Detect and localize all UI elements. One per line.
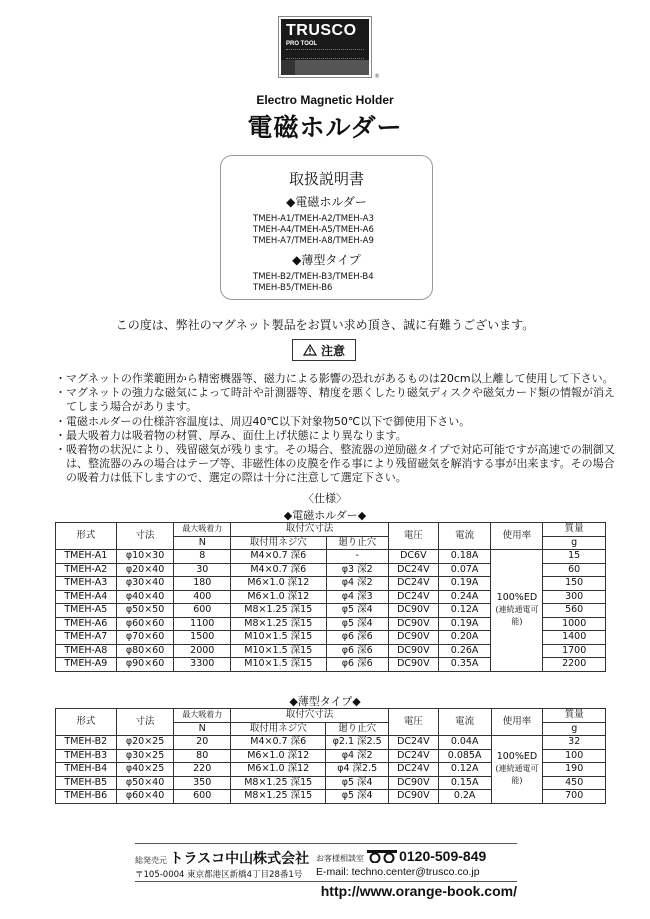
note-item: ・マグネットの作業範囲から精密機器等、磁力による影響の恐れがあるものは20cm以上離して使用して下さい。 bbox=[55, 372, 614, 385]
unit-mass: g bbox=[543, 722, 606, 736]
footer-divider bbox=[135, 881, 517, 882]
header-row bbox=[56, 709, 606, 723]
cell: 0.085A bbox=[438, 749, 491, 763]
doc-title: 取扱説明書 bbox=[288, 170, 364, 188]
cell: 0.19A bbox=[438, 577, 491, 591]
cell: TMEH-A3 bbox=[56, 577, 117, 591]
address: 〒105-0004 東京都港区新橋4丁目28番1号 bbox=[135, 870, 303, 880]
table-row bbox=[56, 550, 606, 564]
cell: 0.26A bbox=[438, 644, 491, 658]
note-item: ・吸着物の状況により、残留磁気が残ります。その場合、整流器の逆励磁タイプで対応可能ですが高速での制御又は、整流器のみの場合はテープ等、非磁性体の皮膜を作る事により残留磁気を解消する事が出来ます。その場合の吸着力は低下しますので、選定の際は十分に注意して選定下さい。 bbox=[55, 443, 615, 485]
support bbox=[316, 848, 486, 864]
header-row bbox=[56, 523, 606, 537]
cell: M8×1.25 深15 bbox=[231, 790, 326, 804]
cell: M8×1.25 深15 bbox=[231, 617, 326, 631]
col-screw: 取付用ネジ穴 bbox=[231, 722, 326, 736]
caution-label bbox=[292, 339, 356, 361]
duty-cell bbox=[491, 736, 543, 804]
col-force: 最大吸着力 bbox=[174, 709, 231, 723]
note-item: ・マグネットの強力な磁気によって時計や計測器等、精度を悪くしたり磁気ディスクや磁気カード類の情報が消えてしまう場合があります。 bbox=[55, 386, 616, 414]
cell: 700 bbox=[543, 790, 606, 804]
intro-text: この度は、弊社のマグネット製品をお買い求め頂き、誠に有難うございます。 bbox=[115, 318, 535, 332]
cell: TMEH-B3 bbox=[56, 749, 117, 763]
note-item: ・最大吸着力は吸着物の材質、厚み、面仕上げ状態により異なります。 bbox=[55, 428, 407, 442]
cell: φ70×60 bbox=[116, 631, 174, 645]
cell: DC24V bbox=[388, 577, 438, 591]
cell: DC24V bbox=[388, 590, 438, 604]
col-mass: 質量 bbox=[543, 709, 606, 723]
phone-number: 0120-509-849 bbox=[399, 848, 487, 864]
cell: DC90V bbox=[388, 644, 438, 658]
cell: TMEH-A2 bbox=[56, 563, 117, 577]
cell: M6×1.0 深12 bbox=[231, 763, 326, 777]
cell: φ60×40 bbox=[116, 790, 174, 804]
col-model: 形式 bbox=[56, 709, 117, 736]
col-mount: 取付穴寸法 bbox=[231, 709, 389, 723]
cell: φ40×40 bbox=[116, 590, 174, 604]
cell: 3300 bbox=[174, 658, 231, 672]
cell: 1000 bbox=[543, 617, 606, 631]
warning-triangle-icon bbox=[303, 344, 317, 356]
cell: DC90V bbox=[388, 631, 438, 645]
duty-note: (連続通電可能) bbox=[495, 764, 539, 786]
title-en: Electro Magnetic Holder bbox=[256, 93, 394, 107]
cell: 100 bbox=[543, 749, 606, 763]
cell: φ90×60 bbox=[116, 658, 174, 672]
cell: 30 bbox=[174, 563, 231, 577]
cell: φ5 深4 bbox=[326, 776, 389, 790]
duty-value: 100%ED bbox=[496, 751, 538, 763]
unit-force: N bbox=[174, 722, 231, 736]
duty-value: 100%ED bbox=[496, 592, 538, 604]
cell: φ40×25 bbox=[116, 763, 174, 777]
logo-bar bbox=[281, 60, 369, 75]
col-stop: 廻り止穴 bbox=[326, 536, 388, 550]
unit-force: N bbox=[174, 536, 231, 550]
website-link[interactable]: http://www.orange-book.com/ bbox=[320, 883, 517, 899]
cell: 400 bbox=[174, 590, 231, 604]
cell: φ6 深6 bbox=[326, 658, 388, 672]
logo-fine-print bbox=[286, 49, 364, 59]
cell: TMEH-A8 bbox=[56, 644, 117, 658]
cell: M4×0.7 深6 bbox=[231, 550, 326, 564]
cell: M6×1.0 深12 bbox=[231, 590, 326, 604]
cell: φ4 深2.5 bbox=[326, 763, 389, 777]
col-duty: 使用率 bbox=[491, 709, 543, 736]
cell: TMEH-A5 bbox=[56, 604, 117, 618]
col-stop: 廻り止穴 bbox=[326, 722, 389, 736]
cell: DC6V bbox=[388, 550, 438, 564]
spec-table-a bbox=[55, 522, 606, 672]
model-line: TMEH-B5/TMEH-B6 bbox=[253, 283, 333, 293]
notes-list bbox=[55, 372, 615, 486]
col-voltage: 電圧 bbox=[388, 709, 438, 736]
cell: φ2.1 深2.5 bbox=[326, 736, 389, 750]
cell: φ3 深2 bbox=[326, 563, 388, 577]
col-current: 電流 bbox=[438, 709, 491, 736]
col-size: 寸法 bbox=[116, 709, 174, 736]
cell: TMEH-A1 bbox=[56, 550, 117, 564]
cell: φ50×40 bbox=[116, 776, 174, 790]
group-b-heading: ◆薄型タイプ bbox=[292, 253, 361, 267]
company-name: トラスコ中山株式会社 bbox=[169, 851, 310, 867]
footer-divider bbox=[135, 843, 517, 844]
cell: φ80×60 bbox=[116, 644, 174, 658]
cell: DC24V bbox=[388, 563, 438, 577]
cell: φ5 深4 bbox=[326, 604, 388, 618]
cell: M10×1.5 深15 bbox=[231, 644, 326, 658]
cell: DC90V bbox=[388, 604, 438, 618]
cell: 2000 bbox=[174, 644, 231, 658]
cell: 600 bbox=[174, 604, 231, 618]
cell: φ4 深3 bbox=[326, 590, 388, 604]
cell: 80 bbox=[174, 749, 231, 763]
page-title: 電磁ホルダー bbox=[247, 113, 403, 142]
model-line: TMEH-A1/TMEH-A2/TMEH-A3 bbox=[253, 214, 374, 224]
cell: TMEH-A7 bbox=[56, 631, 117, 645]
cell: φ4 深2 bbox=[326, 577, 388, 591]
table-a-title: ◆電磁ホルダー◆ bbox=[283, 509, 367, 522]
col-size: 寸法 bbox=[116, 523, 174, 550]
cell: TMEH-B2 bbox=[56, 736, 117, 750]
cell: 0.18A bbox=[438, 550, 491, 564]
cell: M10×1.5 深15 bbox=[231, 658, 326, 672]
cell: 20 bbox=[174, 736, 231, 750]
cell: 220 bbox=[174, 763, 231, 777]
cell: φ10×30 bbox=[116, 550, 174, 564]
cell: φ5 深4 bbox=[326, 790, 389, 804]
cell: TMEH-B4 bbox=[56, 763, 117, 777]
cell: φ20×25 bbox=[116, 736, 174, 750]
col-duty: 使用率 bbox=[491, 523, 543, 550]
models-b bbox=[221, 272, 432, 294]
cell: 0.20A bbox=[438, 631, 491, 645]
cell: φ30×40 bbox=[116, 577, 174, 591]
cell: 600 bbox=[174, 790, 231, 804]
col-force: 最大吸着力 bbox=[174, 523, 231, 537]
cell: TMEH-A9 bbox=[56, 658, 117, 672]
cell: DC90V bbox=[388, 776, 438, 790]
col-mount: 取付穴寸法 bbox=[231, 523, 389, 537]
trusco-logo bbox=[278, 16, 372, 78]
cell: 0.24A bbox=[438, 590, 491, 604]
cell: 8 bbox=[174, 550, 231, 564]
cell: DC90V bbox=[388, 617, 438, 631]
free-dial-icon bbox=[367, 850, 397, 863]
cell: 300 bbox=[543, 590, 606, 604]
models-a bbox=[221, 214, 432, 247]
model-line: TMEH-B2/TMEH-B3/TMEH-B4 bbox=[253, 272, 374, 282]
cell: 190 bbox=[543, 763, 606, 777]
registered-mark: ® bbox=[374, 73, 380, 80]
cell: 60 bbox=[543, 563, 606, 577]
spec-table-b bbox=[55, 708, 606, 804]
cell: 0.12A bbox=[438, 604, 491, 618]
cell: DC90V bbox=[388, 790, 438, 804]
col-voltage: 電圧 bbox=[388, 523, 438, 550]
cell: 0.35A bbox=[438, 658, 491, 672]
col-model: 形式 bbox=[56, 523, 117, 550]
cell: φ50×50 bbox=[116, 604, 174, 618]
support-label: お客様相談室 bbox=[316, 854, 364, 863]
cell: M4×0.7 深6 bbox=[231, 736, 326, 750]
cell: M4×0.7 深6 bbox=[231, 563, 326, 577]
cell: M6×1.0 深12 bbox=[231, 577, 326, 591]
cell: 0.19A bbox=[438, 617, 491, 631]
cell: φ6 深6 bbox=[326, 631, 388, 645]
col-mass: 質量 bbox=[543, 523, 606, 537]
model-line: TMEH-A7/TMEH-A8/TMEH-A9 bbox=[253, 236, 374, 246]
cell: M8×1.25 深15 bbox=[231, 776, 326, 790]
cell: 15 bbox=[543, 550, 606, 564]
col-current: 電流 bbox=[438, 523, 491, 550]
cell: DC24V bbox=[388, 763, 438, 777]
model-line: TMEH-A4/TMEH-A5/TMEH-A6 bbox=[253, 225, 374, 235]
cell: DC24V bbox=[388, 736, 438, 750]
cell: φ30×25 bbox=[116, 749, 174, 763]
duty-cell bbox=[491, 550, 543, 672]
cell: 150 bbox=[543, 577, 606, 591]
unit-mass: g bbox=[543, 536, 606, 550]
cell: φ4 深2 bbox=[326, 749, 389, 763]
cell: TMEH-A6 bbox=[56, 617, 117, 631]
cell: M8×1.25 深15 bbox=[231, 604, 326, 618]
cover-box bbox=[220, 155, 433, 300]
cell: M6×1.0 深12 bbox=[231, 749, 326, 763]
table-b-title: ◆薄型タイプ◆ bbox=[289, 695, 361, 708]
cell: φ6 深6 bbox=[326, 644, 388, 658]
col-screw: 取付用ネジ穴 bbox=[231, 536, 326, 550]
group-a-heading: ◆電磁ホルダー bbox=[286, 195, 367, 209]
cell: φ20×40 bbox=[116, 563, 174, 577]
cell: TMEH-B6 bbox=[56, 790, 117, 804]
cell: 2200 bbox=[543, 658, 606, 672]
cell: 560 bbox=[543, 604, 606, 618]
cell: 180 bbox=[174, 577, 231, 591]
cell: 1100 bbox=[174, 617, 231, 631]
cell: 1700 bbox=[543, 644, 606, 658]
cell: DC24V bbox=[388, 749, 438, 763]
cell: 0.12A bbox=[438, 763, 491, 777]
cell: - bbox=[326, 550, 388, 564]
cell: 1400 bbox=[543, 631, 606, 645]
email[interactable]: E-mail: techno.center@trusco.co.jp bbox=[316, 866, 480, 878]
caution-text: 注意 bbox=[320, 343, 345, 358]
cell: φ5 深4 bbox=[326, 617, 388, 631]
logo-sub: PRO TOOL bbox=[286, 41, 318, 47]
note-item: ・電磁ホルダーの仕様許容温度は、周辺40℃以下対象物50℃以下で御使用下さい。 bbox=[55, 414, 471, 428]
cell: DC90V bbox=[388, 658, 438, 672]
cell: TMEH-B5 bbox=[56, 776, 117, 790]
cell: 0.2A bbox=[438, 790, 491, 804]
seller-label: 総発売元 bbox=[135, 856, 167, 865]
cell: TMEH-A4 bbox=[56, 590, 117, 604]
cell: φ60×60 bbox=[116, 617, 174, 631]
table-row bbox=[56, 736, 606, 750]
duty-note: (連続通電可能) bbox=[495, 605, 539, 627]
logo-brand: TRUSCO bbox=[286, 22, 357, 39]
cell: 1500 bbox=[174, 631, 231, 645]
cell: 0.15A bbox=[438, 776, 491, 790]
seller bbox=[135, 848, 309, 868]
cell: 0.04A bbox=[438, 736, 491, 750]
cell: 0.07A bbox=[438, 563, 491, 577]
cell: 350 bbox=[174, 776, 231, 790]
cell: 450 bbox=[543, 776, 606, 790]
cell: 32 bbox=[543, 736, 606, 750]
cell: M10×1.5 深15 bbox=[231, 631, 326, 645]
spec-heading: 〈仕様〉 bbox=[303, 492, 347, 505]
